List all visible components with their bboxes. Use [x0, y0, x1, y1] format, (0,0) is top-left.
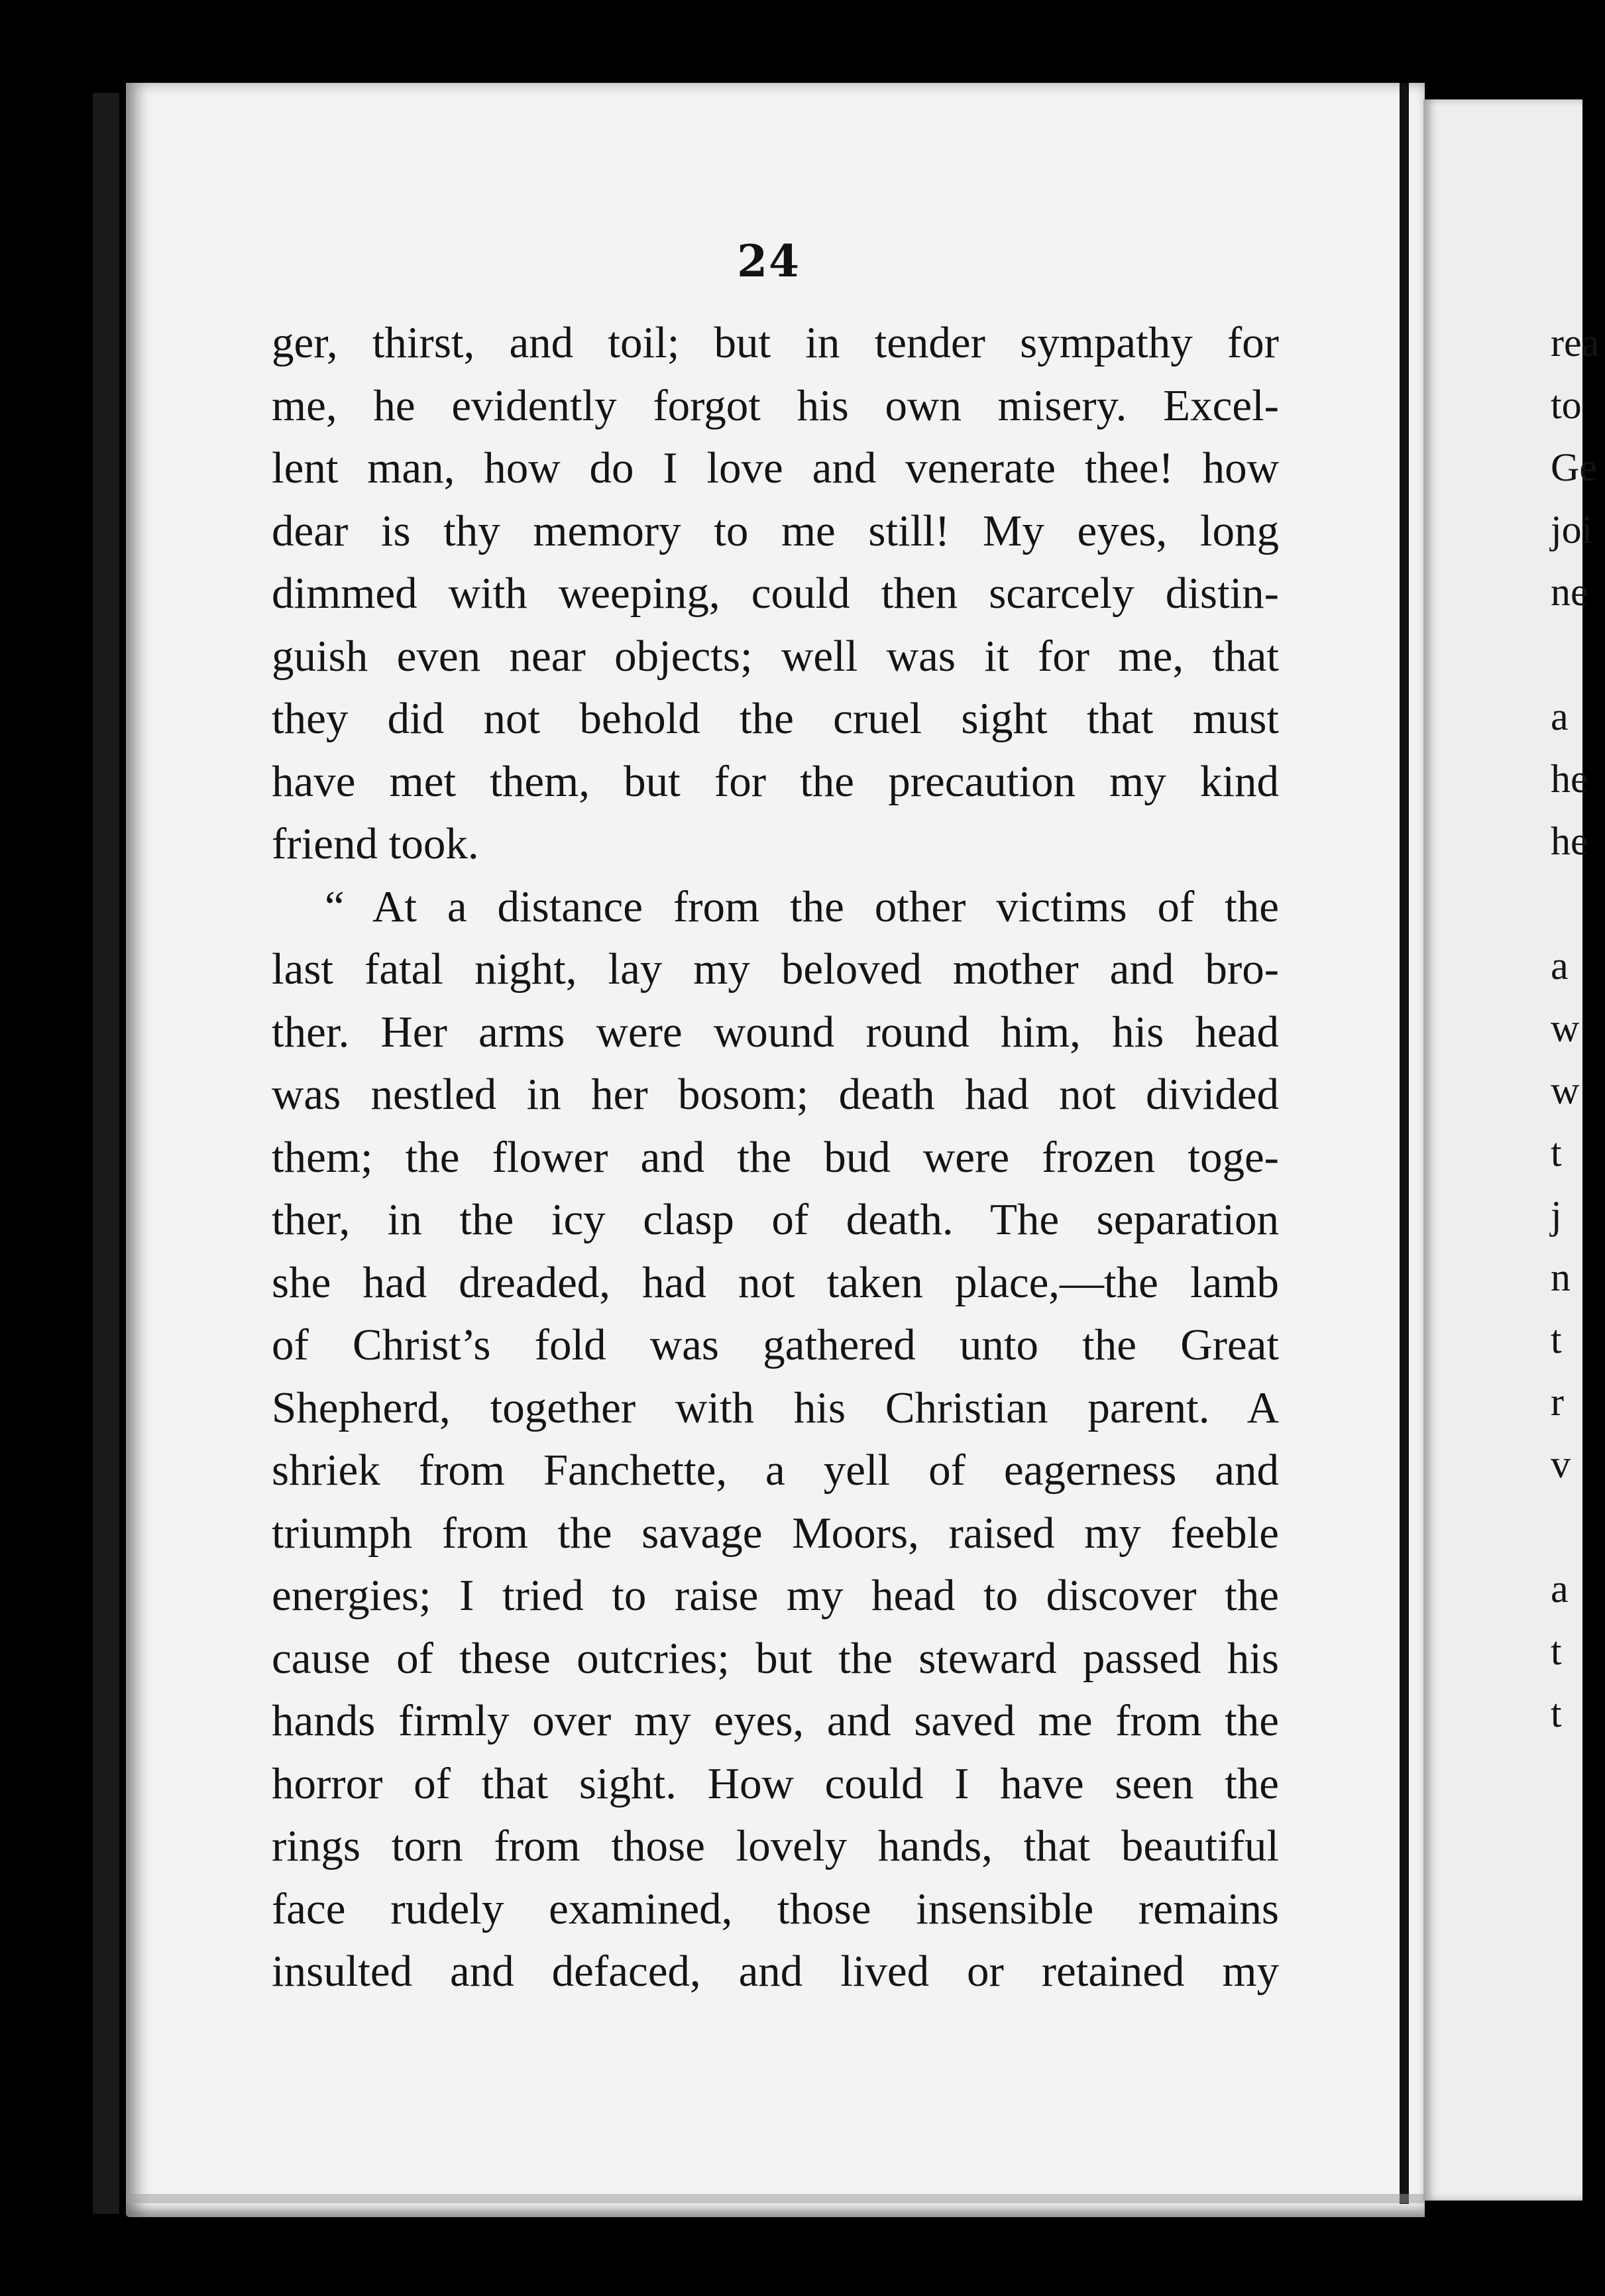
text-line: have met them, but for the precaution my kind [272, 756, 1279, 806]
facing-page-fragment: w [1551, 1068, 1580, 1112]
text-line: shriek from Fanchette, a yell of eagerness and [272, 1446, 1279, 1495]
page-bottom-edge [126, 2194, 1425, 2203]
page-number: 24 [737, 235, 801, 287]
facing-page-fragment: joi [1551, 508, 1593, 551]
facing-page-fragment: t [1551, 1692, 1562, 1735]
text-line: friend took. [272, 819, 479, 868]
facing-page-fragment: Ge [1551, 445, 1597, 489]
text-line: “ At a distance from the other victims of the [325, 882, 1279, 931]
text-line: lent man, how do I love and venerate thee! how [272, 443, 1279, 492]
facing-page-text-fragments [1551, 312, 1605, 1745]
facing-page-fragment: t [1551, 1629, 1562, 1673]
text-line: them; the flower and the bud were frozen toge- [272, 1132, 1279, 1182]
text-line: hands firmly over my eyes, and saved me from the [272, 1696, 1279, 1745]
facing-page-fragment: a [1551, 1567, 1569, 1611]
facing-page-fragment: a [1551, 695, 1569, 738]
facing-page-fragment: to [1551, 383, 1582, 427]
facing-page-fragment: t [1551, 1318, 1562, 1361]
body-text [272, 312, 1279, 2003]
facing-page-fragment: he [1551, 757, 1588, 801]
text-line: face rudely examined, those insensible remains [272, 1884, 1279, 1933]
facing-page-fragment [1551, 1495, 1605, 1558]
text-line: dimmed with weeping, could then scarcely distin- [272, 569, 1279, 618]
text-line: insulted and defaced, and lived or retained my [272, 1947, 1279, 1996]
facing-page-fragment: a [1551, 944, 1569, 988]
text-line: last fatal night, lay my beloved mother and bro- [272, 945, 1279, 994]
text-line: of Christ’s fold was gathered unto the Great [272, 1320, 1279, 1369]
text-line: rings torn from those lovely hands, that beautiful [272, 1821, 1279, 1870]
facing-page-fragment [1551, 623, 1605, 685]
facing-page-fragment: rea [1551, 321, 1600, 365]
text-line: energies; I tried to raise my head to discover the [272, 1571, 1279, 1620]
text-line: horror of that sight. How could I have seen the [272, 1758, 1279, 1808]
facing-page-fragment: w [1551, 1006, 1580, 1050]
text-line: dear is thy memory to me still! My eyes, long [272, 506, 1279, 555]
book-spine [93, 93, 119, 2214]
text-line: me, he evidently forgot his own misery. Excel- [272, 380, 1279, 430]
text-line: triumph from the savage Moors, raised my feeble [272, 1508, 1279, 1558]
text-line: they did not behold the cruel sight that must [272, 694, 1279, 743]
facing-page-fragment: j [1551, 1193, 1562, 1237]
text-line: she had dreaded, had not taken place,—the lamb [272, 1257, 1279, 1307]
text-line: ger, thirst, and toil; but in tender sympathy for [272, 318, 1279, 367]
facing-page-fragment: r [1551, 1380, 1564, 1424]
facing-page-fragment: n [1551, 1255, 1571, 1299]
text-line: guish even near objects; well was it for me, that [272, 631, 1279, 681]
text-line: was nestled in her bosom; death had not divided [272, 1070, 1279, 1119]
facing-page-fragment: ne [1551, 570, 1588, 614]
facing-page-fragment [1551, 872, 1605, 935]
text-line: ther. Her arms were wound round him, his head [272, 1007, 1279, 1057]
text-line: ther, in the icy clasp of death. The separation [272, 1195, 1279, 1244]
facing-page-fragment: he [1551, 819, 1588, 863]
page-gutter [1400, 83, 1409, 2204]
text-line: cause of these outcries; but the steward passed his [272, 1633, 1279, 1683]
facing-page-fragment: v [1551, 1442, 1571, 1486]
text-line: Shepherd, together with his Christian parent. A [272, 1383, 1279, 1432]
facing-page-fragment: t [1551, 1131, 1562, 1175]
